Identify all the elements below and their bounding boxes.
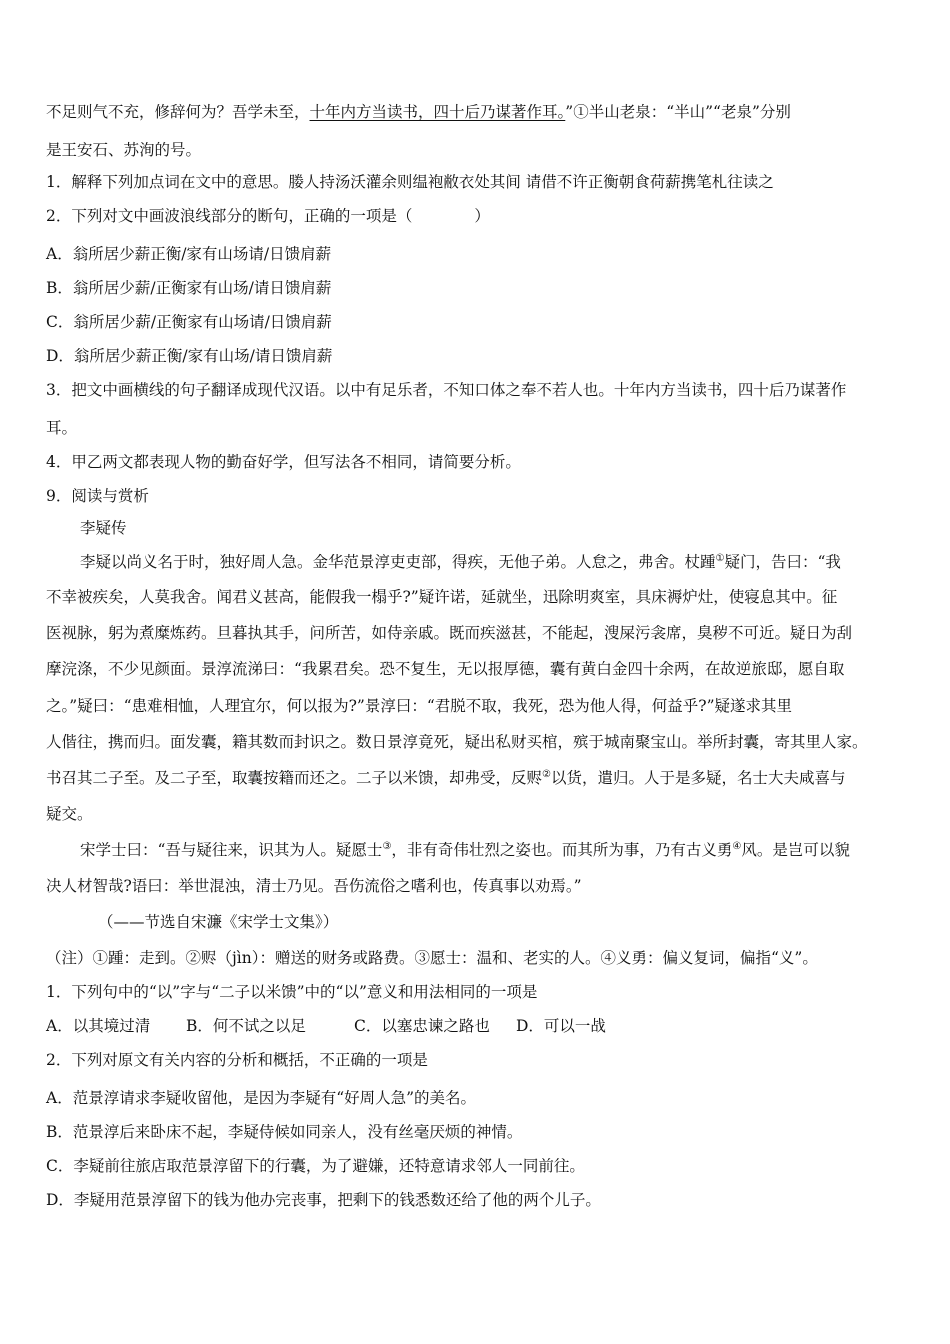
- passage-line: 人偕往，携而归。面发囊，籍其数而封识之。数日景淳竟死，疑出私财买棺，殡于城南聚宝山。举所封囊，寄其里人家。: [46, 733, 868, 751]
- option-b: B．范景淳后来卧床不起，李疑侍候如同亲人，没有丝毫厌烦的神情。: [46, 1123, 523, 1141]
- option-d: D．可以一战: [516, 1017, 606, 1035]
- passage-line: 宋学士曰：“吾与疑往来，识其为人。疑愿士③，非有奇伟壮烈之姿也。而其所为事，乃有古义勇④风。是岂可以貌: [80, 840, 850, 859]
- passage-title: 李疑传: [80, 519, 127, 537]
- passage-line: 李疑以尚义名于时，独好周人急。金华范景淳吏吏部，得疾，无他子弟。人怠之，弗舍。杖踵①疑门，告曰：“我: [80, 552, 841, 571]
- option-c: C．以塞忠谏之路也: [354, 1017, 490, 1035]
- passage-line: 不幸被疾矣，人莫我舍。闻君义甚高，能假我一榻乎?”疑许诺，延就坐，迅除明爽室，具床褥炉灶，使寝息其中。征: [46, 588, 838, 606]
- passage-line: 是王安石、苏洵的号。: [46, 141, 202, 159]
- question-2: 2．下列对原文有关内容的分析和概括，不正确的一项是: [46, 1051, 428, 1069]
- option-b: B．翁所居少薪/正衡家有山场/请日馈肩薪: [46, 279, 332, 297]
- question-4: 4．甲乙两文都表现人物的勤奋好学，但写法各不相同，请简要分析。: [46, 453, 521, 471]
- underlined-sentence: 十年内方当读书，四十后乃谋著作耳。: [309, 103, 566, 121]
- question-1: 1．下列句中的“以”字与“二子以米馈”中的“以”意义和用法相同的一项是: [46, 983, 538, 1001]
- option-c: C．李疑前往旅店取范景淳留下的行囊，为了避嫌，还特意请求邻人一同前往。: [46, 1157, 585, 1175]
- option-a: A．以其境过清: [46, 1017, 151, 1035]
- option-d: D．翁所居少薪正衡/家有山场/请日馈肩薪: [46, 347, 333, 365]
- section-heading: 9．阅读与赏析: [46, 487, 149, 505]
- footnotes: （注）①踵：走到。②赆（jìn）：赠送的财务或路费。③愿士：温和、老实的人。④义勇：偏义复词，偏指“义”。: [46, 949, 818, 967]
- footnote-mark: ④: [732, 840, 742, 852]
- passage-line: 决人材智哉?语曰：举世混浊，清士乃见。吾伤流俗之嗜利也，传真事以劝焉。”: [46, 877, 582, 895]
- passage-line: 书召其二子至。及二子至，取囊按籍而还之。二子以米馈，却弗受，反赆②以货，遣归。人于是多疑，名士大夫咸喜与: [46, 768, 846, 787]
- passage-line: 医视脉，躬为煮糜炼药。旦暮执其手，问所苦，如侍亲戚。既而疾滋甚，不能起，溲屎污衾席，臭秽不可近。疑日为刮: [46, 624, 853, 642]
- passage-line: 不足则气不充，修辞何为？吾学未至，十年内方当读书，四十后乃谋著作耳。”①半山老泉：“半山”“老泉”分别: [46, 103, 791, 121]
- footnote-mark: ①: [715, 552, 725, 564]
- option-a: A．翁所居少薪正衡/家有山场请/日馈肩薪: [46, 245, 332, 263]
- option-a: A．范景淳请求李疑收留他，是因为李疑有“好周人急”的美名。: [46, 1089, 477, 1107]
- question-3: 3．把文中画横线的句子翻译成现代汉语。以中有足乐者，不知口体之奉不若人也。十年内方当读书，四十后乃谋著作: [46, 381, 847, 399]
- option-c: C．翁所居少薪/正衡家有山场请/日馈肩薪: [46, 313, 332, 331]
- passage-line: 疑交。: [46, 805, 93, 823]
- passage-line: 之。”疑曰：“患难相恤，人理宜尔，何以报为?”景淳曰：“君脱不取，我死，恐为他人得，何益乎?”疑遂求其里: [46, 697, 792, 715]
- question-1-options: [46, 1016, 606, 1036]
- option-b: B．何不试之以足: [186, 1017, 306, 1035]
- question-3-cont: 耳。: [46, 419, 78, 437]
- footnote-mark: ②: [542, 768, 551, 780]
- question-1: 1．解释下列加点词在文中的意思。媵人持汤沃灌余则缊袍敝衣处其间 请借不许正衡朝食荷薪携笔札往读之: [46, 173, 774, 191]
- option-d: D．李疑用范景淳留下的钱为他办完丧事，把剩下的钱悉数还给了他的两个儿子。: [46, 1191, 601, 1209]
- question-2: 2．下列对文中画波浪线部分的断句，正确的一项是（ ）: [46, 207, 490, 225]
- footnote-mark: ③: [382, 840, 392, 852]
- passage-line: 摩浣涤，不少见颜面。景淳流涕曰：“我累君矣。恐不复生，无以报厚德，囊有黄白金四十余两，在故逆旅邸，愿自取: [46, 660, 845, 678]
- source-citation: （——节选自宋濂《宋学士文集》）: [98, 913, 339, 931]
